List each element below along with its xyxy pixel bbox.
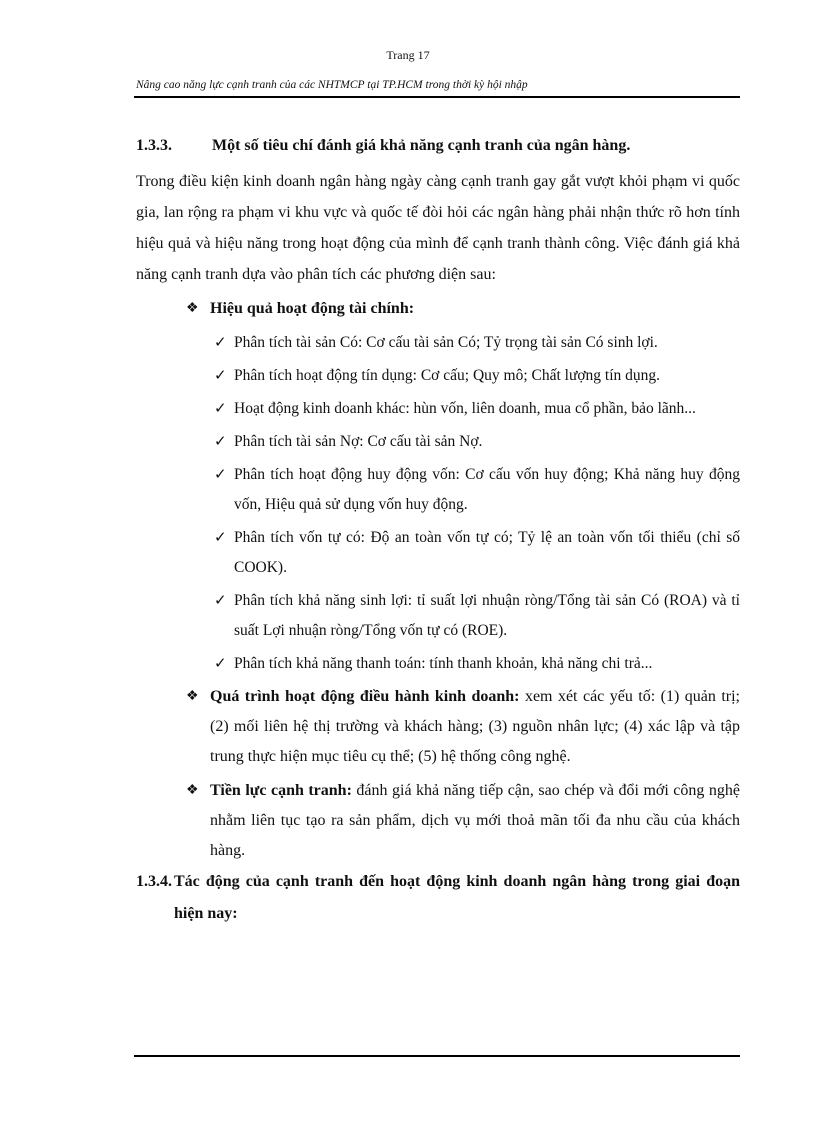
list-item: ✓ Phân tích hoạt động huy động vốn: Cơ cấu vốn huy động; Khả năng huy động vốn, Hiệu quả sử dụng vốn huy động. bbox=[234, 460, 740, 520]
footer-rule bbox=[134, 1055, 740, 1057]
criterion-text: đánh giá khả năng tiếp cận, sao chép và đổi mới công nghệ nhằm liên tục tạo ra sản phẩm, dịch vụ mới thoả mãn tối đa nhu cầu của khách hàng. bbox=[210, 782, 740, 859]
running-header: Nâng cao năng lực cạnh tranh của các NHTMCP tại TP.HCM trong thời kỳ hội nhập bbox=[136, 79, 528, 91]
checkmark-icon: ✓ bbox=[214, 335, 227, 351]
header-rule bbox=[134, 96, 740, 98]
checkmark-icon: ✓ bbox=[214, 656, 227, 672]
section-heading-1-3-4 bbox=[136, 866, 740, 930]
criterion-operations bbox=[186, 682, 740, 772]
checkmark-icon: ✓ bbox=[214, 593, 227, 609]
list-item: ✓ Phân tích hoạt động tín dụng: Cơ cấu; Quy mô; Chất lượng tín dụng. bbox=[234, 361, 740, 391]
list-item: ✓ Phân tích khả năng sinh lợi: tỉ suất lợi nhuận ròng/Tổng tài sản Có (ROA) và tỉ suất Lợi nhuận ròng/Tổng vốn tự có (ROE). bbox=[234, 586, 740, 646]
section-heading-1-3-3 bbox=[136, 130, 740, 162]
diamond-bullet-icon: ❖ bbox=[186, 301, 199, 316]
list-item: ✓ Phân tích vốn tự có: Độ an toàn vốn tự có; Tỷ lệ an toàn vốn tối thiểu (chỉ số COOK). bbox=[234, 523, 740, 583]
criterion-potential bbox=[186, 776, 740, 866]
section-number: 1.3.4. bbox=[136, 873, 172, 890]
checkmark-icon: ✓ bbox=[214, 530, 227, 546]
criterion-text: xem xét các yếu tố: (1) quản trị; (2) mối liên hệ thị trường và khách hàng; (3) nguồn nhân lực; (4) xác lập và tập trung thực hiện mục tiêu cụ thể; (5) hệ thống công nghệ. bbox=[210, 688, 740, 765]
checkmark-icon: ✓ bbox=[214, 434, 227, 450]
diamond-bullet-icon: ❖ bbox=[186, 689, 199, 704]
page-body bbox=[136, 130, 740, 930]
list-item: ✓ Phân tích tài sản Có: Cơ cấu tài sản Có; Tỷ trọng tài sản Có sinh lợi. bbox=[234, 328, 740, 358]
list-item: ✓ Phân tích tài sản Nợ: Cơ cấu tài sản Nợ. bbox=[234, 427, 740, 457]
list-item: ✓ Hoạt động kinh doanh khác: hùn vốn, liên doanh, mua cổ phần, bảo lãnh... bbox=[234, 394, 740, 424]
section-number: 1.3.3. bbox=[136, 137, 172, 154]
criterion-title: Quá trình hoạt động điều hành kinh doanh: bbox=[210, 688, 520, 705]
page-number: Trang 17 bbox=[386, 48, 430, 62]
financial-checklist bbox=[214, 328, 740, 679]
list-item: ✓ Phân tích khả năng thanh toán: tính thanh khoản, khả năng chi trả... bbox=[234, 649, 740, 679]
checkmark-icon: ✓ bbox=[214, 401, 227, 417]
section-title: Một số tiêu chí đánh giá khả năng cạnh tranh của ngân hàng. bbox=[212, 137, 631, 154]
section-title: Tác động của cạnh tranh đến hoạt động kinh doanh ngân hàng trong giai đoạn hiện nay: bbox=[174, 873, 740, 922]
criterion-title: Hiệu quả hoạt động tài chính: bbox=[210, 300, 415, 317]
criterion-title: Tiền lực cạnh tranh: bbox=[210, 782, 352, 799]
intro-paragraph: Trong điều kiện kinh doanh ngân hàng ngày càng cạnh tranh gay gắt vượt khỏi phạm vi quốc gia, lan rộng ra phạm vi khu vực và quốc tế đòi hỏi các ngân hàng phải nhận thức rõ hơn tính hiệu quả và hiệu năng trong hoạt động của mình để cạnh tranh thành công. Việc đánh giá khả năng cạnh tranh dựa vào phân tích các phương diện sau: bbox=[136, 173, 740, 283]
checkmark-icon: ✓ bbox=[214, 368, 227, 384]
diamond-bullet-icon: ❖ bbox=[186, 783, 199, 798]
criterion-financial bbox=[186, 294, 740, 324]
checkmark-icon: ✓ bbox=[214, 467, 227, 483]
